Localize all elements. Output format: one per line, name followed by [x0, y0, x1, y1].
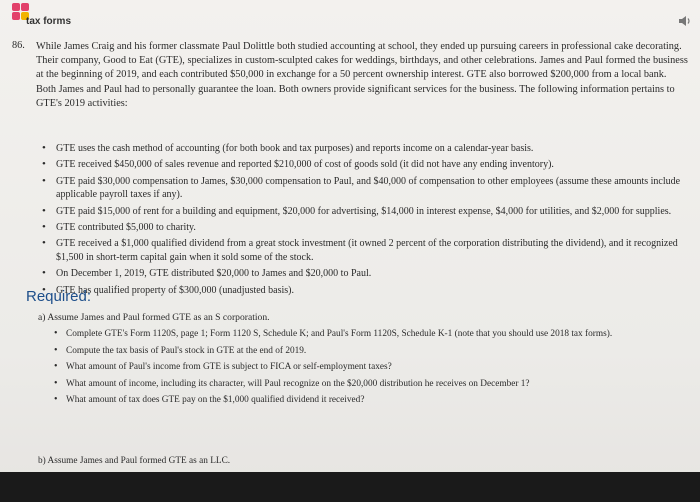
list-item: • GTE paid $15,000 of rent for a building and equipment, $20,000 for advertising, $14,000 in interest expense, $4,000 for utilities, and $2,000 for supplies. — [42, 205, 692, 218]
required-heading: Required: — [26, 288, 92, 305]
list-item: • GTE received $450,000 of sales revenue and reported $210,000 of cost of goods sold (it did not have any ending inventory). — [42, 158, 692, 171]
list-item: • Compute the tax basis of Paul's stock in GTE at the end of 2019. — [54, 345, 674, 358]
list-item: • GTE received a $1,000 qualified dividend from a great stock investment (it owned 2 percent of the corporation distributing the dividend), and it recognized $1,500 in short-term capital gain when it sold some of the stock. — [42, 237, 692, 264]
list-item: • What amount of tax does GTE pay on the $1,000 qualified dividend it received? — [54, 394, 674, 407]
list-item: • What amount of income, including its character, will Paul recognize on the $20,000 distribution he receives on December 1? — [54, 378, 674, 391]
part-b-label: b) Assume James and Paul formed GTE as an LLC. — [38, 456, 231, 466]
list-item: • What amount of Paul's income from GTE is subject to FICA or self-employment taxes? — [54, 361, 674, 374]
list-item: • Complete GTE's Form 1120S, page 1; Form 1120 S, Schedule K; and Paul's Form 1120S, Schedule K-1 (note that you should use 2018 tax forms). — [54, 328, 674, 341]
speaker-icon[interactable] — [678, 14, 692, 26]
question-number: 86. — [12, 40, 25, 51]
list-item: • GTE paid $30,000 compensation to James, $30,000 compensation to Paul, and $40,000 of compensation to other employees (assume these amounts include applicable payroll taxes if any). — [42, 175, 692, 202]
list-item: • GTE uses the cash method of accounting (for both book and tax purposes) and reports income on a calendar-year basis. — [42, 142, 692, 155]
top-bar — [0, 0, 700, 30]
list-item: • GTE contributed $5,000 to charity. — [42, 221, 692, 234]
bottom-bar — [0, 472, 700, 502]
page-title: tax forms — [26, 16, 72, 27]
part-a-label: a) Assume James and Paul formed GTE as an S corporation. — [38, 312, 270, 323]
part-a-list — [54, 328, 674, 411]
facts-list — [42, 142, 692, 300]
question-intro: While James Craig and his former classmate Paul Dolittle both studied accounting at school, they ended up pursuing careers in professional cake decorating. Their company, Good to Eat (GTE), specializes in custom-sculpted cakes for weddings, birthdays, and other celebrations. James and Paul formed the business at the beginning of 2019, and each contributed $50,000 in exchange for a 50 percent ownership interest. GTE also borrowed $200,000 from a local bank. Both James and Paul had to personally guarantee the loan. Both owners provide significant services for the business. The following information pertains to GTE's 2019 activities: — [36, 41, 688, 109]
list-item: • On December 1, 2019, GTE distributed $20,000 to James and $20,000 to Paul. — [42, 267, 692, 280]
list-item: • GTE has qualified property of $300,000 (unadjusted basis). — [42, 284, 692, 297]
